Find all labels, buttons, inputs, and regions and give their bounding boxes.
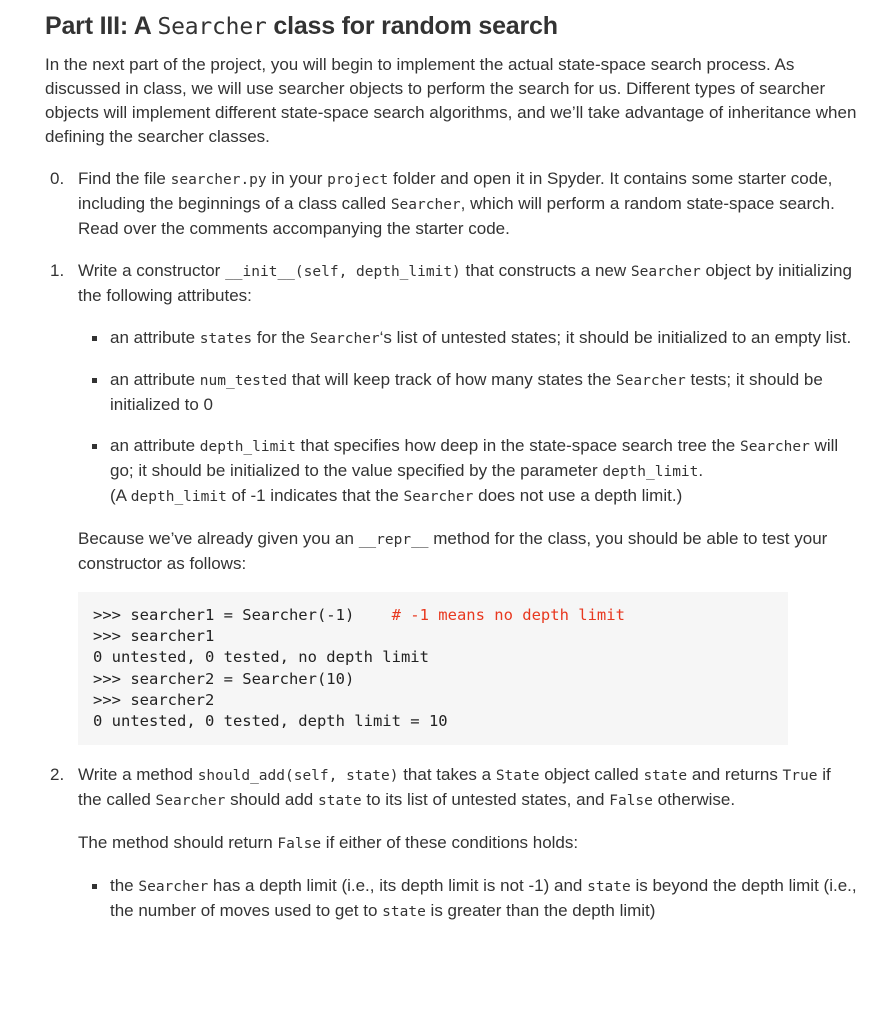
inline-code: state	[587, 879, 631, 896]
text-segment: that constructs a new	[460, 261, 631, 280]
text-segment: has a depth limit (i.e., its depth limit is not -1) and	[208, 876, 588, 896]
inline-code: Searcher	[739, 439, 810, 455]
bullet-item	[78, 874, 859, 924]
inline-code: state	[382, 904, 426, 921]
task-list	[45, 167, 859, 924]
text-segment: of -1 indicates that the	[226, 486, 404, 505]
task-text	[78, 167, 859, 241]
text-segment: is greater than the depth limit)	[425, 901, 656, 921]
text-segment: Because we’ve already given you an	[78, 529, 359, 548]
text-segment: Part III: A	[45, 12, 158, 40]
code-line: 0 untested, 0 tested, depth limit = 10	[93, 712, 448, 731]
text-segment: and returns	[687, 765, 783, 785]
code-line: >>> searcher2	[93, 690, 215, 709]
text-segment: In the next part of the project, you will begin to implement the actual state-space search process. As discussed in class, we will use searcher objects to perform the search for us. Different types of searcher objects will implement different state-space search algorithms, and we’ll take advantage of inheritance when defining the searcher classes.	[45, 55, 857, 146]
code-line: >>> searcher1	[93, 627, 215, 646]
code-line: 0 untested, 0 tested, no depth limit	[93, 648, 429, 667]
item-number: 2.	[50, 765, 65, 785]
conditions-intro	[78, 831, 859, 856]
inline-code: Searcher	[309, 331, 380, 347]
inline-code: searcher.py	[170, 172, 267, 188]
attribute-list	[78, 326, 859, 509]
inline-code: True	[782, 768, 818, 785]
text-segment: an attribute	[110, 328, 200, 347]
text-segment: does not use a depth limit.)	[473, 486, 683, 505]
task-item-2	[45, 763, 859, 924]
text-segment: if the called	[78, 765, 831, 810]
text-segment: object called	[539, 765, 644, 785]
task-text	[78, 259, 859, 308]
code-line: >>> searcher2 = Searcher(10)	[93, 669, 355, 688]
text-segment: , which will perform a random state-space search. Read over the comments accompanying the starter code.	[78, 194, 835, 238]
inline-code: Searcher	[615, 373, 686, 389]
text-segment: (A	[110, 486, 131, 505]
inline-code: states	[199, 331, 253, 347]
task-text	[78, 763, 859, 813]
page-title	[45, 8, 859, 45]
inline-code: Searcher	[403, 489, 474, 505]
intro-paragraph	[45, 53, 859, 149]
inline-code: num_tested	[199, 373, 288, 389]
text-segment: ‘s list of untested states; it should be initialized to an empty list.	[379, 328, 852, 347]
test-instructions	[78, 527, 859, 576]
task-item-0	[45, 167, 859, 241]
text-segment: Write a constructor	[78, 261, 226, 280]
inline-code: False	[277, 836, 322, 853]
inline-code: Searcher	[155, 793, 226, 810]
item-number: 1.	[50, 261, 65, 280]
conditions-list	[78, 874, 859, 924]
bullet-item	[78, 368, 859, 417]
inline-code: Searcher	[138, 879, 209, 896]
text-segment: an attribute	[110, 370, 200, 389]
text-segment: Find the file	[78, 169, 171, 188]
text-segment: for the	[252, 328, 310, 347]
inline-code: False	[609, 793, 653, 810]
text-segment: class for random search	[266, 12, 558, 40]
bullet-item	[78, 326, 859, 351]
inline-code: depth_limit	[199, 439, 296, 455]
text-segment: Write a method	[78, 765, 198, 785]
text-segment: that takes a	[398, 765, 496, 785]
text-segment: that will keep track of how many states the	[287, 370, 616, 389]
inline-code: should_add(self, state)	[197, 768, 399, 785]
inline-code: depth_limit	[602, 464, 699, 480]
text-segment: object by initializing the following attributes:	[78, 261, 852, 305]
inline-code: __repr__	[358, 532, 429, 548]
text-segment: The method should return	[78, 833, 278, 853]
inline-code: state	[643, 768, 688, 785]
inline-code: State	[495, 768, 540, 785]
inline-code: depth_limit	[130, 489, 227, 505]
bullet-item	[78, 434, 859, 509]
text-segment: if either of these conditions holds:	[321, 833, 579, 853]
text-segment: .	[698, 461, 704, 480]
inline-code: Searcher	[630, 264, 701, 280]
text-segment: the	[110, 876, 139, 896]
text-segment: in your	[266, 169, 328, 188]
inline-code: project	[327, 172, 389, 188]
text-segment: tests; it should be initialized to 0	[110, 370, 823, 414]
inline-code: Searcher	[157, 14, 267, 40]
inline-code: __init__(self, depth_limit)	[225, 264, 461, 280]
code-comment: # -1 means no depth limit	[391, 606, 625, 624]
text-segment: to its list of untested states, and	[361, 790, 610, 810]
code-block	[78, 592, 788, 745]
item-number: 0.	[50, 169, 65, 188]
text-segment: method for the class, you should be able to test your constructor as follows:	[78, 529, 828, 573]
text-segment: will go; it should be initialized to the value specified by the parameter	[110, 436, 839, 480]
text-segment: an attribute	[110, 436, 200, 455]
text-segment: folder and open it in Spyder. It contains some starter code, including the beginnings of a class called	[78, 169, 833, 213]
text-segment: is beyond the depth limit (i.e., the number of moves used to get to	[110, 876, 857, 921]
text-segment: should add	[225, 790, 318, 810]
inline-code: Searcher	[390, 197, 461, 213]
text-segment: that specifies how deep in the state-space search tree the	[295, 436, 740, 455]
inline-code: state	[317, 793, 362, 810]
task-item-1	[45, 259, 859, 745]
text-segment: otherwise.	[652, 790, 736, 810]
code-line: >>> searcher1 = Searcher(-1)	[93, 606, 392, 624]
